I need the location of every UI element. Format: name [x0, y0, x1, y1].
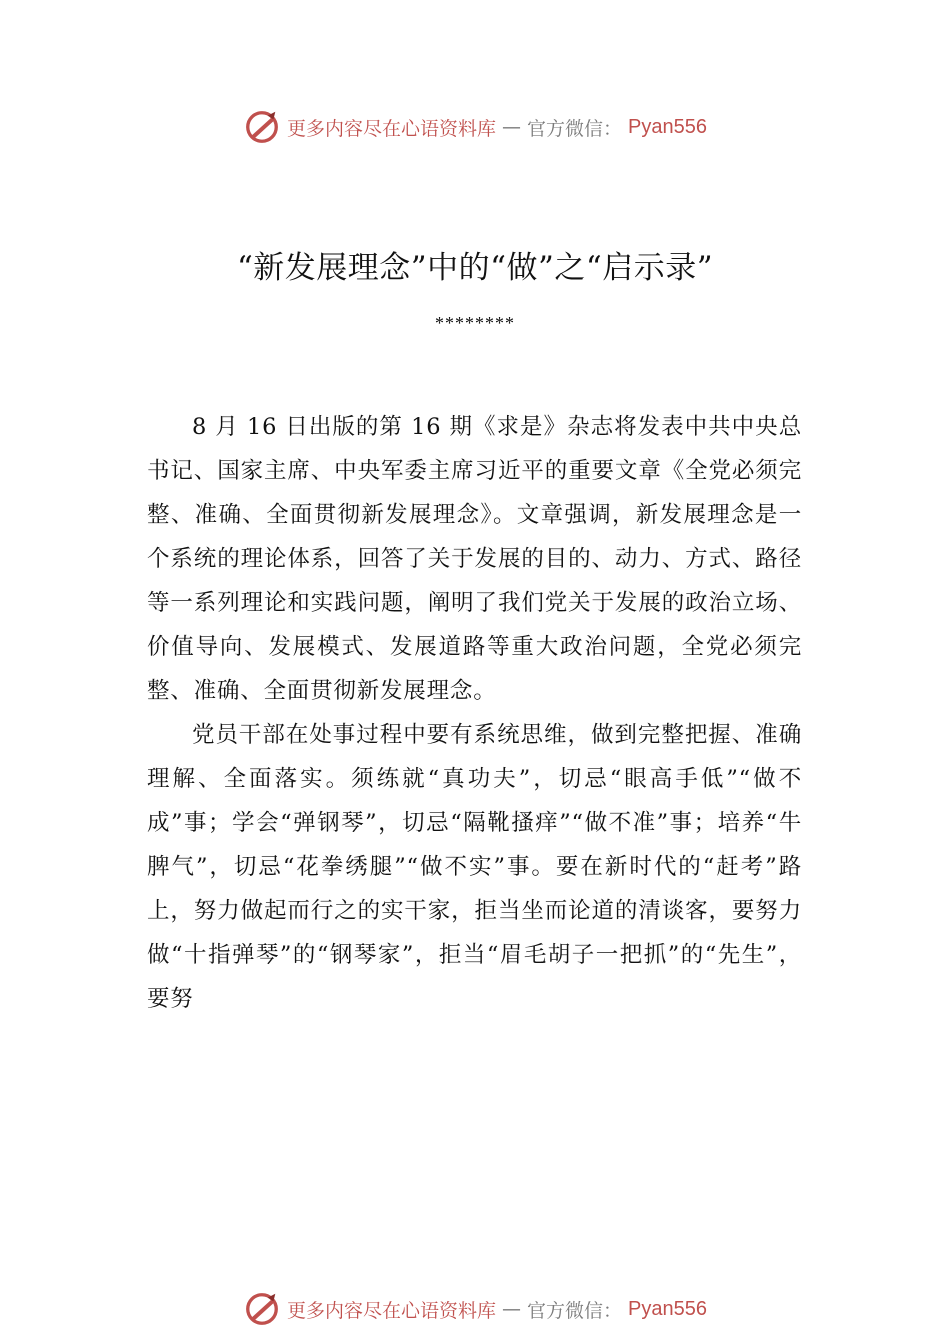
footer-banner [0, 1290, 950, 1328]
page-title: “新发展理念”中的“做”之“启示录” [236, 250, 714, 286]
banner-main-text: 更多内容尽在心语资料库 [287, 117, 497, 140]
banner-wechat-id: Pyan556 [628, 115, 707, 138]
footer-dash: — [502, 1298, 522, 1320]
footer-label: 官方微信： [527, 1299, 623, 1322]
banner-label: 官方微信： [527, 117, 623, 140]
author-line: ******** [435, 313, 515, 333]
footer-wechat-id: Pyan556 [628, 1297, 707, 1320]
header-banner [0, 108, 950, 146]
paragraph-2: 党员干部在处事过程中要有系统思维，做到完整把握、准确理解、全面落实。须练就“真功夫”，切忌“眼高手低”“做不成”事；学会“弹钢琴”，切忌“隔靴搔痒”“做不准”事；培养“牛脾气”，切忌“花拳绣腿”“做不实”事。要在新时代的“赶考”路上，努力做起而行之的实干家，拒当坐而论道的清谈客，要努力做“十指弹琴”的“钢琴家”，拒当“眉毛胡子一把抓”的“先生”，要努 [147, 722, 802, 1012]
banner-dash: — [502, 116, 522, 138]
paragraph-1: 8 月 16 日出版的第 16 期《求是》杂志将发表中共中央总书记、国家主席、中央军委主席习近平的重要文章《全党必须完整、准确、全面贯彻新发展理念》。文章强调，新发展理念是一个系统的理论体系，回答了关于发展的目的、动力、方式、路径等一系列理论和实践问题，阐明了我们党关于发展的政治立场、价值导向、发展模式、发展道路等重大政治问题，全党必须完整、准确、全面贯彻新发展理念。 [147, 414, 802, 704]
pen-circle-logo-icon [243, 1290, 281, 1328]
footer-main-text: 更多内容尽在心语资料库 [287, 1299, 497, 1322]
pen-circle-logo-icon [243, 108, 281, 146]
article-body [147, 405, 802, 1021]
